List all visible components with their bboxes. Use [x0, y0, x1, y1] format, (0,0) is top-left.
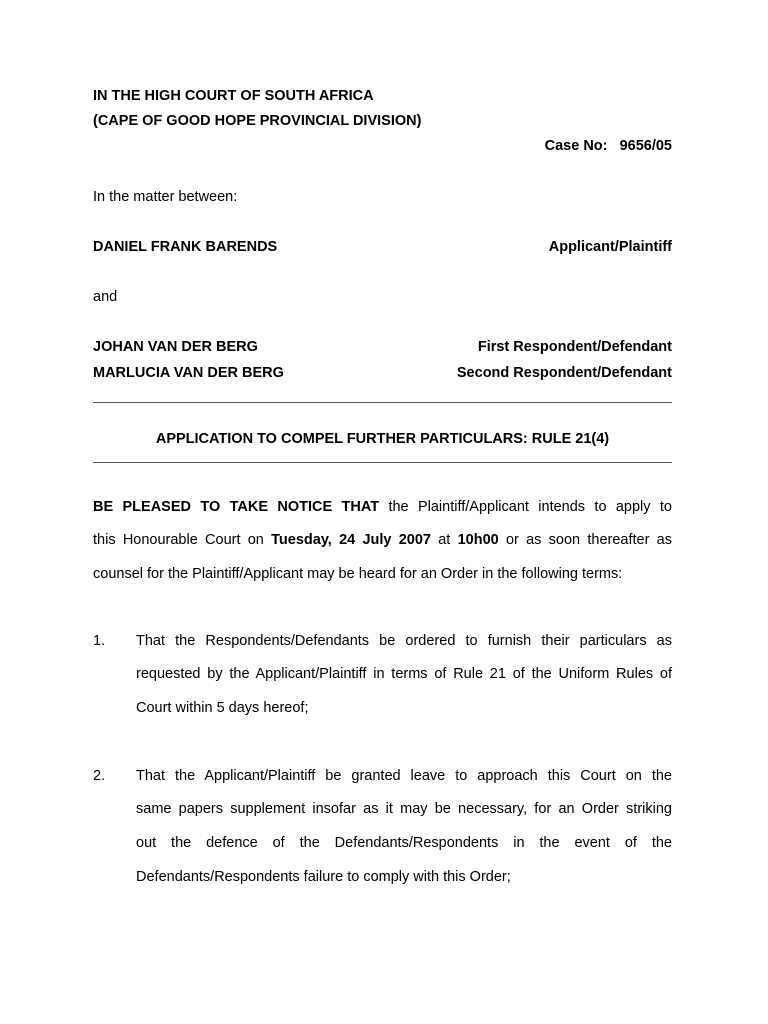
respondent1-name: JOHAN VAN DER BERG [93, 339, 258, 355]
parties-intro: In the matter between: [93, 189, 238, 205]
document-title: APPLICATION TO COMPEL FURTHER PARTICULARS: RULE 21(4) [155, 431, 610, 447]
case-number-line [545, 137, 672, 155]
court-name: IN THE HIGH COURT OF SOUTH AFRICA [93, 88, 374, 104]
respondent2-role: Second Respondent/Defendant [456, 365, 672, 381]
item-line: That the Applicant/Plaintiff be granted leave to approach this Court on the [136, 768, 672, 784]
divider-bottom [93, 462, 672, 463]
item-line: same papers supplement insofar as it may be necessary, for an Order striking [136, 801, 672, 817]
item-line: That the Respondents/Defendants be ordered to furnish their particulars as [136, 633, 672, 649]
applicant-row [93, 238, 672, 256]
respondent2-name: MARLUCIA VAN DER BERG [93, 365, 284, 381]
notice-line-1 [93, 498, 672, 516]
applicant-name: DANIEL FRANK BARENDS [93, 239, 278, 255]
notice-line-2 [93, 531, 672, 549]
case-number-value: 9656/05 [619, 138, 672, 154]
notice-text: at [430, 532, 458, 548]
notice-line1-rest: the Plaintiff/Applicant intends to apply to [379, 499, 672, 515]
notice-bold-lead: BE PLEASED TO TAKE NOTICE THAT [93, 499, 380, 515]
court-division: (CAPE OF GOOD HOPE PROVINCIAL DIVISION) [93, 113, 422, 129]
notice-text: or as soon thereafter as [498, 532, 672, 548]
item-number: 1. [93, 633, 106, 649]
respondent2-row [93, 364, 672, 382]
divider-top [93, 402, 672, 403]
hearing-time: 10h00 [457, 532, 499, 548]
item-line: requested by the Applicant/Plaintiff in terms of Rule 21 of the Uniform Rules of [136, 666, 672, 682]
respondent1-row [93, 338, 672, 356]
item-line: out the defence of the Defendants/Respondents in the event of the [136, 835, 672, 851]
notice-text: this Honourable Court on [93, 532, 272, 548]
case-number-label: Case No: [544, 138, 608, 154]
document-page [93, 0, 672, 1024]
hearing-date: Tuesday, 24 July 2007 [271, 532, 431, 548]
parties-conjunction: and [93, 289, 118, 305]
item-line: Defendants/Respondents failure to comply with this Order; [136, 869, 511, 885]
notice-line-3: counsel for the Plaintiff/Applicant may be heard for an Order in the following terms: [93, 566, 623, 582]
respondent1-role: First Respondent/Defendant [477, 339, 672, 355]
applicant-role: Applicant/Plaintiff [548, 239, 672, 255]
item-line: Court within 5 days hereof; [136, 700, 309, 716]
item-number: 2. [93, 768, 106, 784]
